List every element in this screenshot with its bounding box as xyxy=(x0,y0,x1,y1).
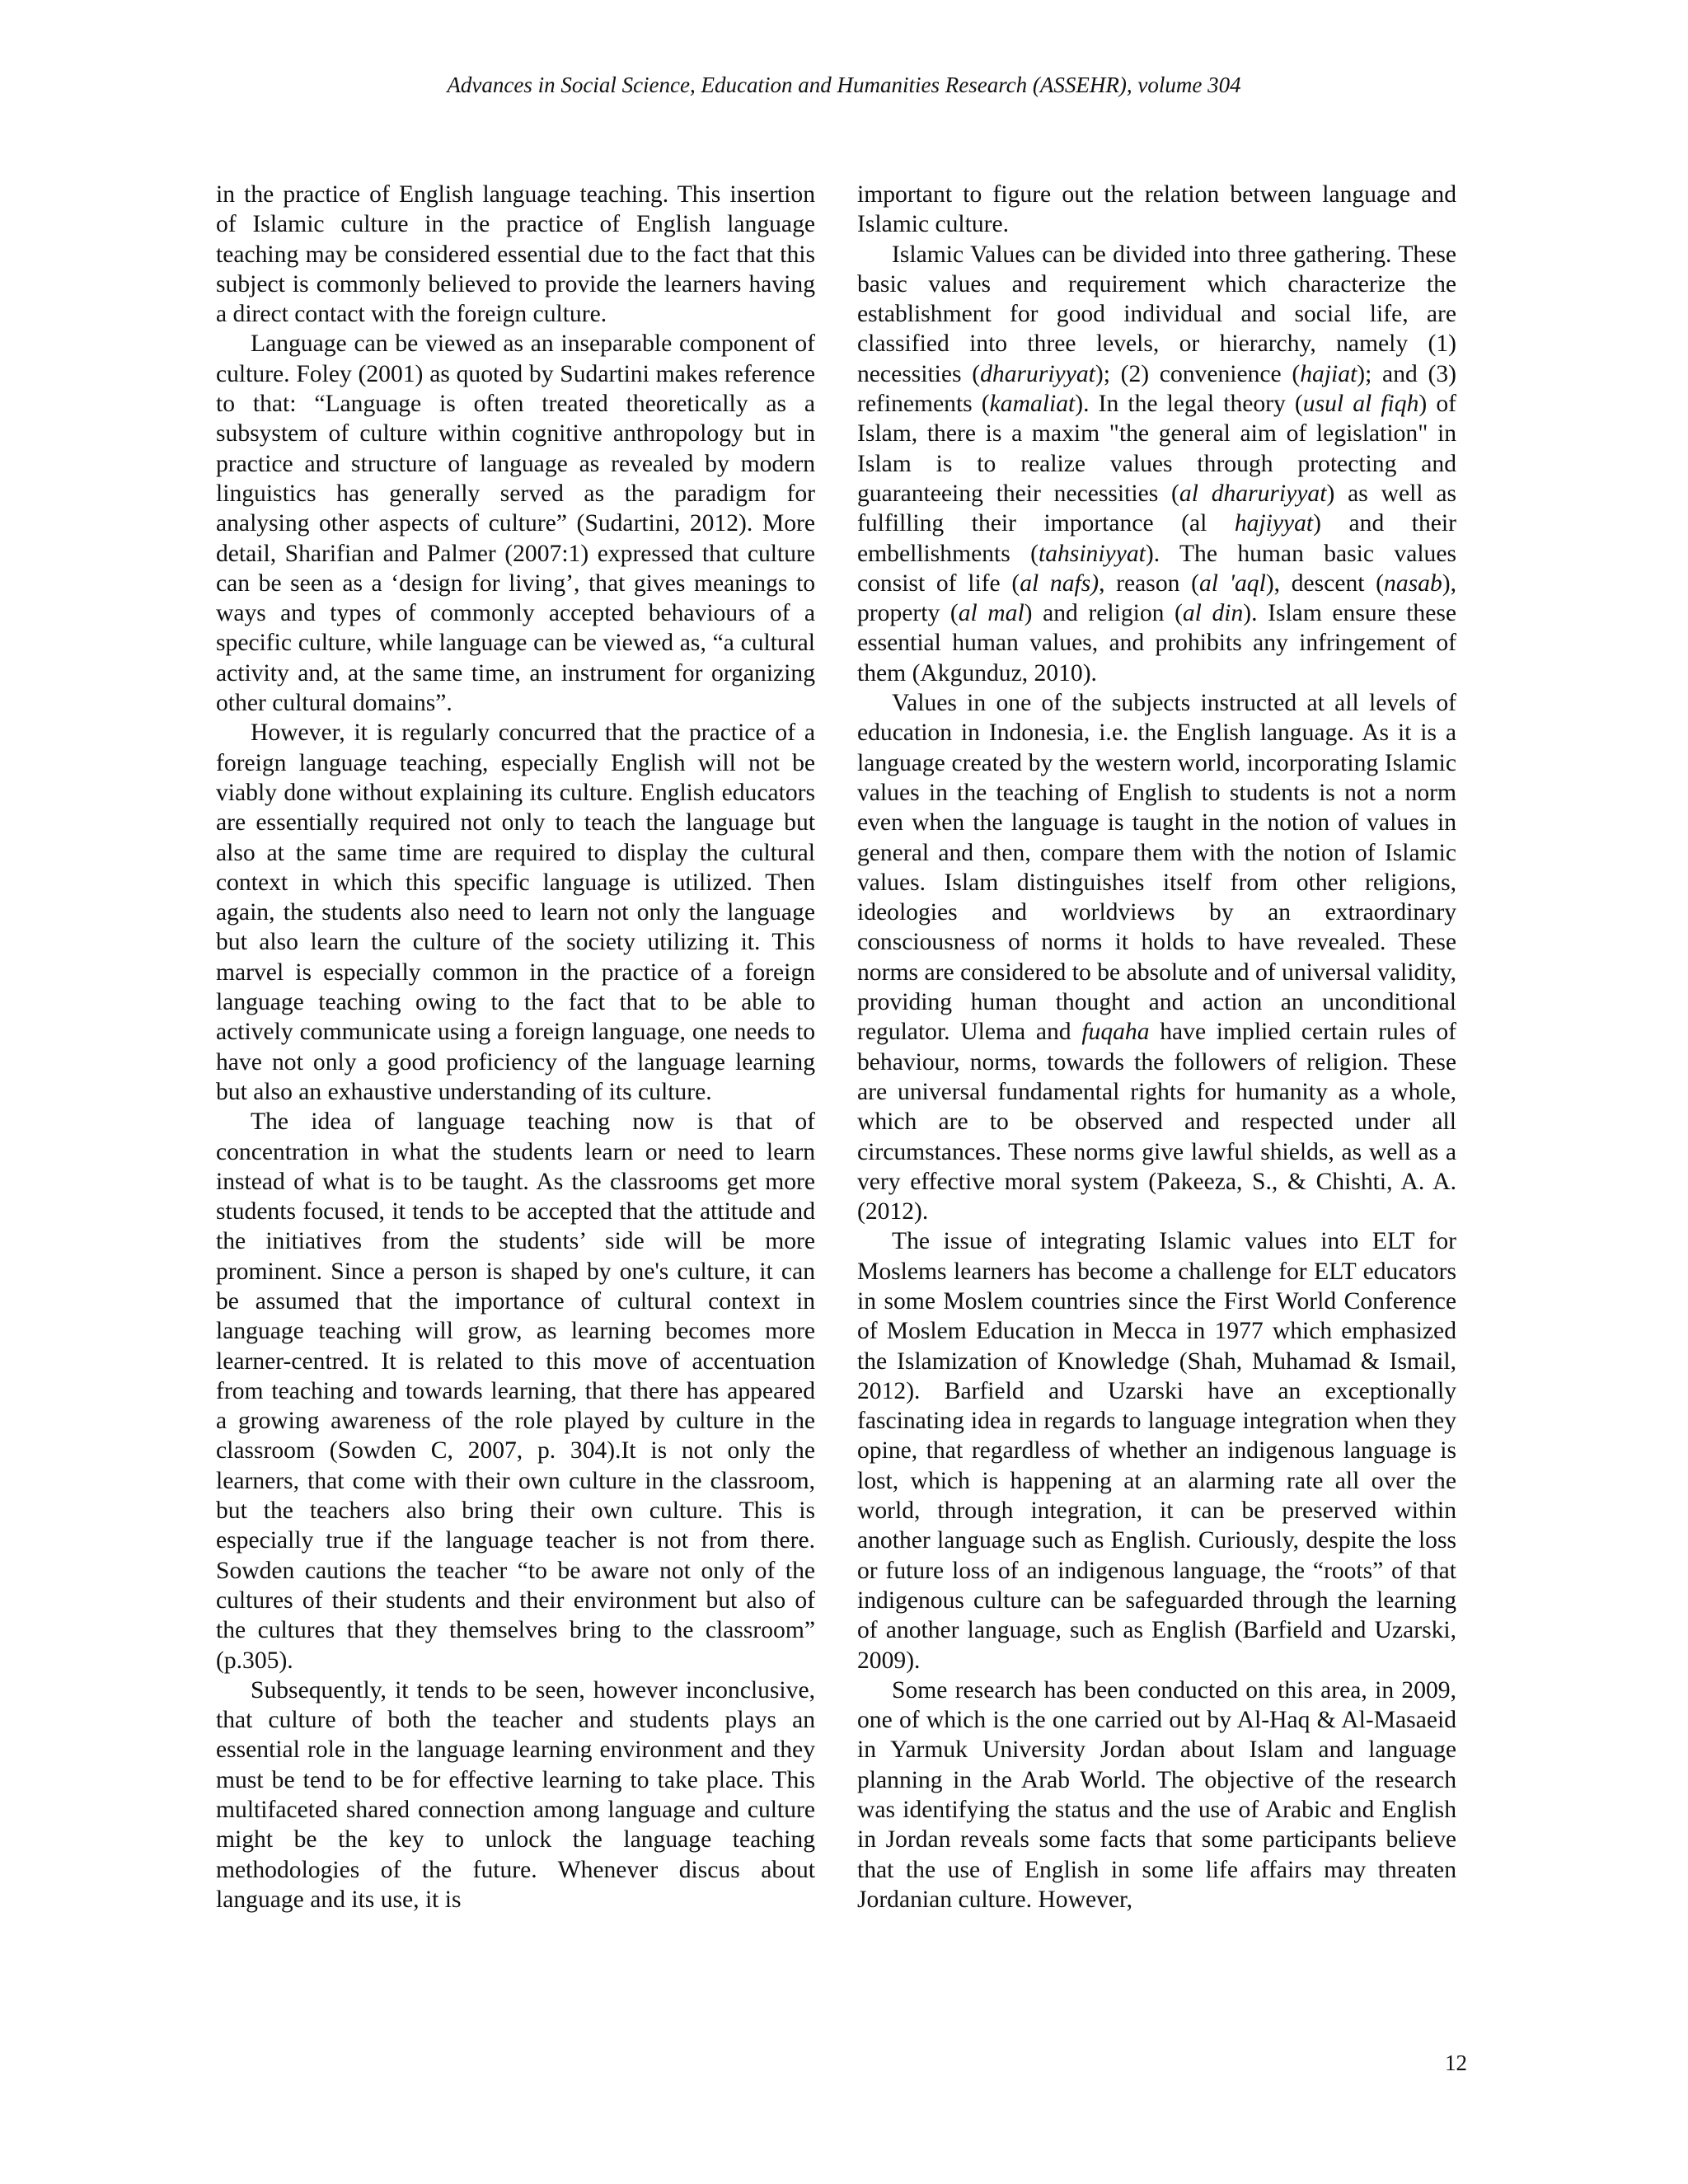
text-run: ). The human basic values consist of life ( xyxy=(857,540,1456,597)
italic-term: al 'aql xyxy=(1198,569,1266,597)
paragraph: important to figure out the relation between language and Islamic culture. xyxy=(857,181,1456,238)
text-run: Islamic Values can be divided into three gathering. These basic values and requirement which characterize the establishment for good individual and social life, are classified into three levels, or hierarchy, namely (1) necessities ( xyxy=(857,241,1456,387)
italic-term: nasab xyxy=(1384,569,1442,597)
paragraph: in the practice of English language teaching. This insertion of Islamic culture in the practice of English language teaching may be considered essential due to the fact that this subject is commonly believed to provide the learners having a direct contact with the foreign culture. xyxy=(216,181,815,328)
italic-term: al nafs) xyxy=(1020,569,1100,597)
paragraph xyxy=(857,688,1456,1226)
text-run: ). Islam ensure these essential human values, and prohibits any infringement of them (Akgunduz, 2010). xyxy=(857,600,1456,687)
paragraph: Subsequently, it tends to be seen, however inconclusive, that culture of both the teacher and students plays an essential role in the language learning environment and they must be tend to be for effective learning to take place. This multifaceted shared connection among language and culture might be the key to unlock the language teaching methodologies of the future. Whenever discus about language and its use, it is xyxy=(216,1676,815,1913)
italic-term: hajiat xyxy=(1300,360,1357,387)
italic-term: hajiyyat xyxy=(1234,510,1314,537)
text-run: , reason ( xyxy=(1099,569,1199,597)
italic-term: al din xyxy=(1182,600,1244,627)
page-number: 12 xyxy=(1445,2050,1467,2075)
italic-term: fuqaha xyxy=(1081,1019,1150,1046)
running-header: Advances in Social Science, Education and Humanities Research (ASSEHR), volume 304 xyxy=(447,73,1241,97)
italic-term: dharuriyyat xyxy=(980,360,1095,387)
paragraph: However, it is regularly concurred that the practice of a foreign language teaching, especially English will not be viably done without explaining its culture. English educators are essentially required not only to teach the language but also at the same time are required to display the cultural context in which this specific language is utilized. Then again, the students also need to learn not only the language but also learn the culture of the society utilizing it. This marvel is especially common in the practice of a foreign language teaching owing to the fact that to be able to actively communicate using a foreign language, one needs to have not only a good proficiency of the language learning but also an exhaustive understanding of its culture. xyxy=(216,719,815,1105)
italic-term: usul al fiqh xyxy=(1302,391,1419,418)
text-run: ), property ( xyxy=(857,569,1456,627)
paragraph: The idea of language teaching now is that of concentration in what the students learn or need to learn instead of what is to be taught. As the classrooms get more students focused, it tends to be accepted that the attitude and the initiatives from the students’ side will be more prominent. Since a person is shaped by one's culture, it can be assumed that the importance of cultural context in language teaching will grow, as learning becomes more learner-centred. It is related to this move of accentuation from teaching and towards learning, that there has appeared a growing awareness of the role played by culture in the classroom (Sowden C, 2007, p. 304).It is not only the learners, that come with their own culture in the classroom, but the teachers also bring their own culture. This is especially true if the language teacher is not from there. Sowden cautions the teacher “to be aware not only of the cultures of their students and their environment but also of the cultures that they themselves bring to the classroom” (p.305). xyxy=(216,1108,815,1674)
text-run: ), descent ( xyxy=(1265,569,1385,597)
text-run: ); (2) convenience ( xyxy=(1095,360,1301,387)
text-run: ) and religion ( xyxy=(1024,600,1183,627)
right-column xyxy=(857,180,1456,1993)
paragraph: The issue of integrating Islamic values into ELT for Moslems learners has become a challenge for ELT educators in some Moslem countries since the First World Conference of Moslem Education in Mecca in 1977 which emphasized the Islamization of Knowledge (Shah, Muhamad & Ismail, 2012). Barfield and Uzarski have an exceptionally fascinating idea in regards to language integration when they opine, that regardless of whether an indigenous language is lost, which is happening at an alarming rate all over the world, through integration, it can be preserved within another language such as English. Curiously, despite the loss or future loss of an indigenous language, the “roots” of that indigenous culture can be safeguarded through the learning of another language, such as English (Barfield and Uzarski, 2009). xyxy=(857,1228,1456,1674)
text-run: ) and their embellishments ( xyxy=(857,510,1456,567)
text-run: have implied certain rules of behaviour, norms, towards the followers of religion. These are universal fundamental rights for humanity as a whole, which are to be observed and respected under all circumstances. These norms give lawful shields, as well as a very effective moral system (Pakeeza, S., & Chishti, A. A. (2012). xyxy=(857,1019,1456,1226)
italic-term: al dharuriyyat xyxy=(1179,480,1327,507)
text-run: ); and (3) refinements ( xyxy=(857,360,1456,418)
italic-term: kamaliat xyxy=(989,391,1076,418)
italic-term: tahsiniyyat xyxy=(1038,540,1146,567)
text-run: ). In the legal theory ( xyxy=(1075,391,1303,418)
text-run: Values in one of the subjects instructed at all levels of education in Indonesia, i.e. the English language. As it is a language created by the western world, incorporating Islamic values in the teaching of English to students is not a norm even when the language is taught in the notion of values in general and then, compare them with the notion of Islamic values. Islam distinguishes itself from other religions, ideologies and worldviews by an extraordinary consciousness of norms it holds to have revealed. These norms are considered to be absolute and of universal validity, providing human thought and action an unconditional regulator. Ulema and xyxy=(857,690,1456,1046)
text-run: ) of Islam, there is a maxim "the general aim of legislation" in Islam is to realize values through protecting and guaranteeing their necessities ( xyxy=(857,391,1456,507)
paragraph: Language can be viewed as an inseparable component of culture. Foley (2001) as quoted by Sudartini makes reference to that: “Language is often treated theoretically as a subsystem of culture within cognitive anthropology but in practice and structure of language as revealed by modern linguistics has generally served as the paradigm for analysing other aspects of culture” (Sudartini, 2012). More detail, Sharifian and Palmer (2007:1) expressed that culture can be seen as a ‘design for living’, that gives meanings to ways and types of commonly accepted behaviours of a specific culture, while language can be viewed as, “a cultural activity and, at the same time, an instrument for organizing other cultural domains”. xyxy=(216,330,815,717)
paragraph xyxy=(857,240,1456,688)
paragraph: Some research has been conducted on this area, in 2009, one of which is the one carried out by Al-Haq & Al-Masaeid in Yarmuk University Jordan about Islam and language planning in the Arab World. The objective of the research was identifying the status and the use of Arabic and English in Jordan reveals some facts that some participants believe that the use of English in some life affairs may threaten Jordanian culture. However, xyxy=(857,1676,1456,1913)
italic-term: al mal xyxy=(958,600,1025,627)
text-run: ) as well as fulfilling their importance (al xyxy=(857,480,1456,537)
left-column xyxy=(216,180,815,1993)
